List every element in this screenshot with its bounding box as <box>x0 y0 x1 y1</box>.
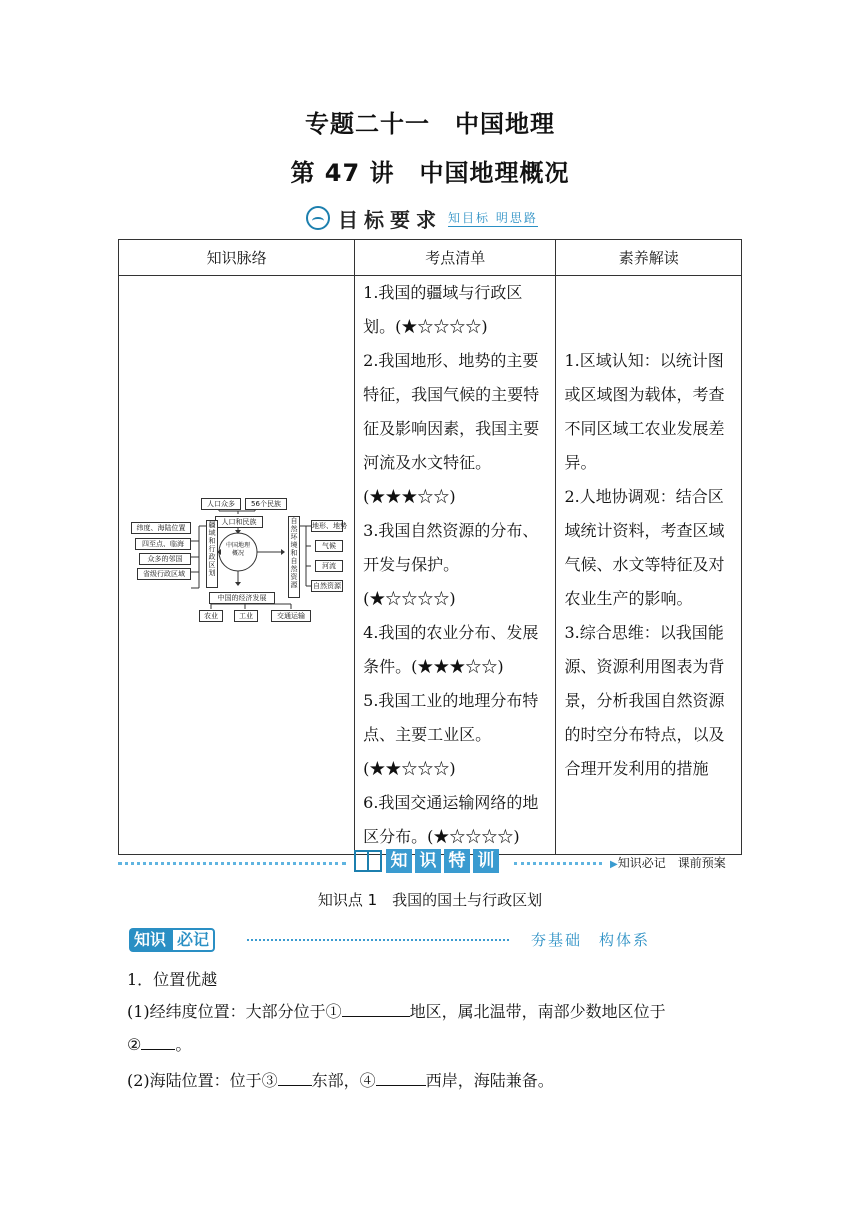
banner-sub: 知目标 明思路 <box>448 211 538 225</box>
content-line <box>127 1031 739 1058</box>
answer-blank[interactable] <box>278 1067 312 1086</box>
answer-blank[interactable] <box>141 1031 175 1050</box>
section-char: 识 <box>415 849 441 873</box>
dotted-divider <box>118 862 346 865</box>
text-segment: (1)经纬度位置：大部分位于① <box>127 1002 342 1021</box>
triangle-right-icon: ▶ <box>610 859 618 870</box>
mindmap-item: 农业 <box>199 610 223 622</box>
knowledge-point-title: 知识点 1 我国的国土与行政区划 <box>317 891 543 909</box>
text-segment: 。 <box>175 1035 192 1054</box>
exam-point: 1.我国的疆域与行政区划。(★☆☆☆☆) <box>363 283 523 336</box>
mindmap-item: 河流 <box>315 560 343 572</box>
text-segment: ② <box>127 1035 142 1054</box>
section-bar-right <box>610 854 726 871</box>
must-remember-bar <box>129 928 741 954</box>
section-char: 训 <box>473 849 499 873</box>
mindmap-branch: 自然环境和自然资源 <box>288 516 300 598</box>
exam-point: 3.我国自然资源的分布、开发与保护。(★☆☆☆☆) <box>363 521 539 608</box>
answer-blank[interactable] <box>376 1067 426 1086</box>
header-literacy: 素养解读 <box>556 240 742 276</box>
topic-title: 专题二十一 中国地理 <box>305 110 555 138</box>
section-char: 特 <box>444 849 470 873</box>
mindmap-item: 四至点、临海 <box>135 538 191 550</box>
mindmap <box>131 496 347 622</box>
literacy-cell <box>556 276 742 855</box>
exam-point: 2.我国地形、地势的主要特征，我国气候的主要特征及影响因素，我国主要河流及水文特征。(★★★☆☆) <box>363 351 540 506</box>
exam-points-cell <box>355 276 556 855</box>
header-exam-points: 考点清单 <box>355 240 556 276</box>
book-icon <box>354 850 382 872</box>
lecture-title: 第 47 讲 中国地理概况 <box>290 159 570 187</box>
section-heading <box>354 849 502 873</box>
mindmap-item: 纬度、海陆位置 <box>131 522 191 534</box>
table-body-row <box>119 276 742 855</box>
text-segment: 东部，④ <box>311 1071 376 1090</box>
mindmap-cell <box>119 276 355 855</box>
mindmap-center: 中国地理概况 <box>225 542 250 557</box>
must-remember-tag <box>129 928 215 952</box>
dotted-divider <box>514 862 602 865</box>
exam-point: 6.我国交通运输网络的地区分布。(★☆☆☆☆) <box>363 793 539 846</box>
text-segment: 西岸，海陆兼备。 <box>425 1071 554 1090</box>
exam-point: 4.我国的农业分布、发展条件。(★★★☆☆) <box>363 623 539 676</box>
literacy-item: 1.区域认知：以统计图或区域图为载体，考查不同区域工农业发展差异。 <box>564 351 725 472</box>
mindmap-item: 工业 <box>234 610 258 622</box>
content-line <box>127 1067 739 1094</box>
slogan: 夯基础 构体系 <box>531 931 651 949</box>
answer-blank[interactable] <box>342 998 410 1017</box>
mindmap-item: 56个民族 <box>245 498 287 510</box>
header-knowledge: 知识脉络 <box>119 240 355 276</box>
dotted-divider <box>247 939 509 941</box>
mindmap-branch: 人口和民族 <box>215 516 263 528</box>
mindmap-item: 气候 <box>315 540 343 552</box>
mindmap-item: 省级行政区域 <box>137 568 191 580</box>
mindmap-item: 自然资源 <box>313 582 341 590</box>
mindmap-item: 交通运输 <box>271 610 311 622</box>
literacy-item: 2.人地协调观：结合区域统计资料，考查区域气候、水文等特征及对农业生产的影响。 <box>564 487 725 608</box>
section-bar <box>118 848 742 878</box>
mindmap-branch: 疆域和行政区划 <box>206 520 218 588</box>
tag-remember: 必记 <box>171 928 215 952</box>
target-logo-icon <box>306 206 330 230</box>
text-segment: (2)海陆位置：位于③ <box>127 1071 278 1090</box>
content-heading: 1．位置优越 <box>127 970 218 989</box>
mindmap-branch: 中国的经济发展 <box>209 592 275 604</box>
mindmap-item: 人口众多 <box>201 498 241 510</box>
goals-table <box>118 239 742 855</box>
mindmap-item: 众多的邻国 <box>139 553 191 565</box>
mindmap-item: 地形、地势 <box>312 522 347 530</box>
tag-knowledge: 知识 <box>129 928 171 952</box>
table-header-row <box>119 240 742 276</box>
text-segment: 地区，属北温带，南部少数地区位于 <box>409 1002 666 1021</box>
section-char: 知 <box>386 849 412 873</box>
goals-banner <box>306 203 538 233</box>
literacy-item: 3.综合思维：以我国能源、资源利用图表为背景，分析我国自然资源的时空分布特点，以及合理开发利用的措施 <box>564 623 725 778</box>
content-line <box>127 998 739 1025</box>
section-bar-right-text: 知识必记 课前预案 <box>617 856 726 870</box>
banner-main: 目标要求 <box>338 207 442 232</box>
exam-point: 5.我国工业的地理分布特点、主要工业区。(★★☆☆☆) <box>363 691 539 778</box>
